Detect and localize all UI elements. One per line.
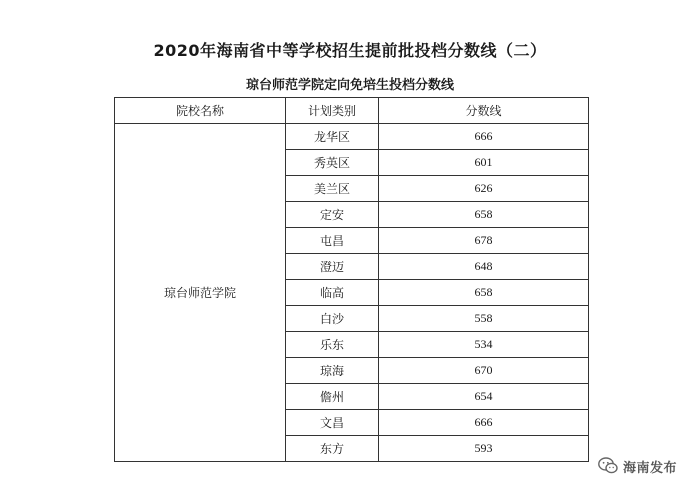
category-cell: 儋州 [286,384,379,410]
table-header-row [115,98,589,124]
watermark-text: 海南发布 [623,460,678,476]
category-cell: 文昌 [286,410,379,436]
category-cell: 澄迈 [286,254,379,280]
score-cell: 658 [379,280,589,306]
wechat-chat-icon [598,457,618,475]
score-cell: 601 [379,150,589,176]
category-cell: 龙华区 [286,124,379,150]
school-name-cell: 琼台师范学院 [115,124,286,462]
table-subtitle: 琼台师范学院定向免培生投档分数线 [245,78,454,93]
watermark [598,456,677,476]
category-cell: 定安 [286,202,379,228]
score-table [114,97,589,462]
category-cell: 美兰区 [286,176,379,202]
score-cell: 648 [379,254,589,280]
score-cell: 678 [379,228,589,254]
score-cell: 558 [379,306,589,332]
score-cell: 534 [379,332,589,358]
header-category: 计划类别 [286,98,379,124]
table-row [115,124,589,150]
category-cell: 临高 [286,280,379,306]
page-title: 2020年海南省中等学校招生提前批投档分数线（二） [153,41,547,60]
category-cell: 白沙 [286,306,379,332]
category-cell: 东方 [286,436,379,462]
category-cell: 琼海 [286,358,379,384]
score-cell: 658 [379,202,589,228]
score-cell: 626 [379,176,589,202]
score-cell: 666 [379,124,589,150]
category-cell: 秀英区 [286,150,379,176]
score-cell: 666 [379,410,589,436]
header-score: 分数线 [379,98,589,124]
category-cell: 乐东 [286,332,379,358]
score-cell: 654 [379,384,589,410]
category-cell: 屯昌 [286,228,379,254]
header-school: 院校名称 [115,98,286,124]
table-body [115,124,589,462]
score-cell: 593 [379,436,589,462]
score-cell: 670 [379,358,589,384]
